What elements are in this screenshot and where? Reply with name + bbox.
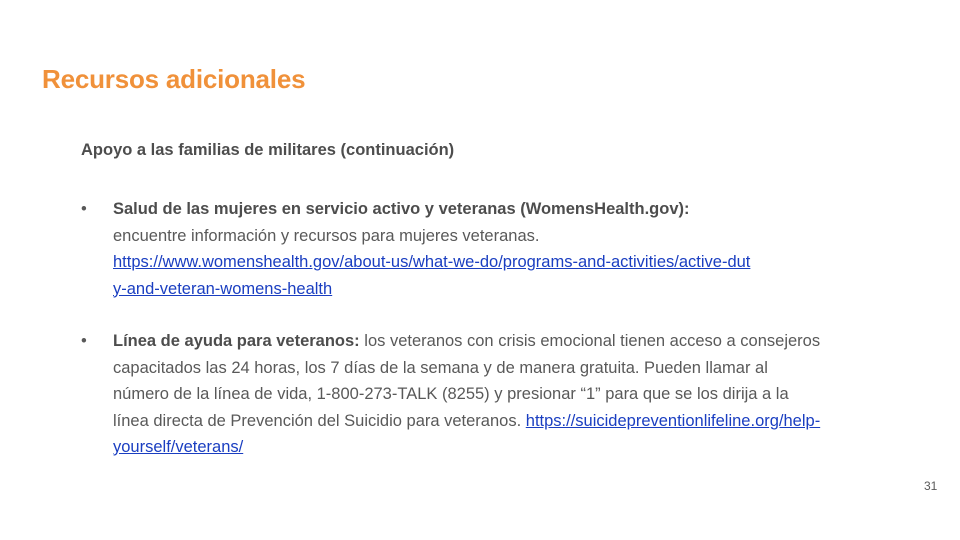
veterans-lifeline-link[interactable]: https://suicidepreventionlifeline.org/help-yourself/veterans/: [113, 411, 821, 456]
bullet-item-womens-health: [81, 196, 821, 302]
slide-title: Recursos adicionales: [42, 64, 306, 94]
page-number: 31: [924, 479, 938, 493]
bullet-list: [81, 196, 821, 487]
bullet-text: encuentre información y recursos para mujeres veteranas.: [113, 226, 540, 245]
bullet-heading: Línea de ayuda para veteranos:: [113, 332, 360, 350]
bullet-text: los veteranos con crisis emocional tienen acceso a consejeros capacitados las 24 horas, los 7 días de la semana y de manera gratuita. Pueden llamar al número de la línea de vida, 1-800-273-TALK (8255) y presionar “1” para que se los dirija a la línea directa de Prevención del Suicidio para veteranos.: [113, 332, 821, 430]
womens-health-link[interactable]: https://www.womenshealth.gov/about-us/what-we-do/programs-and-activities/active-duty-and-veteran-womens-health: [113, 253, 751, 298]
slide-subtitle: Apoyo a las familias de militares (continuación): [81, 141, 455, 159]
bullet-item-veterans-crisis-line: [81, 328, 821, 461]
bullet-heading: Salud de las mujeres en servicio activo y veteranas (WomensHealth.gov):: [113, 200, 690, 218]
